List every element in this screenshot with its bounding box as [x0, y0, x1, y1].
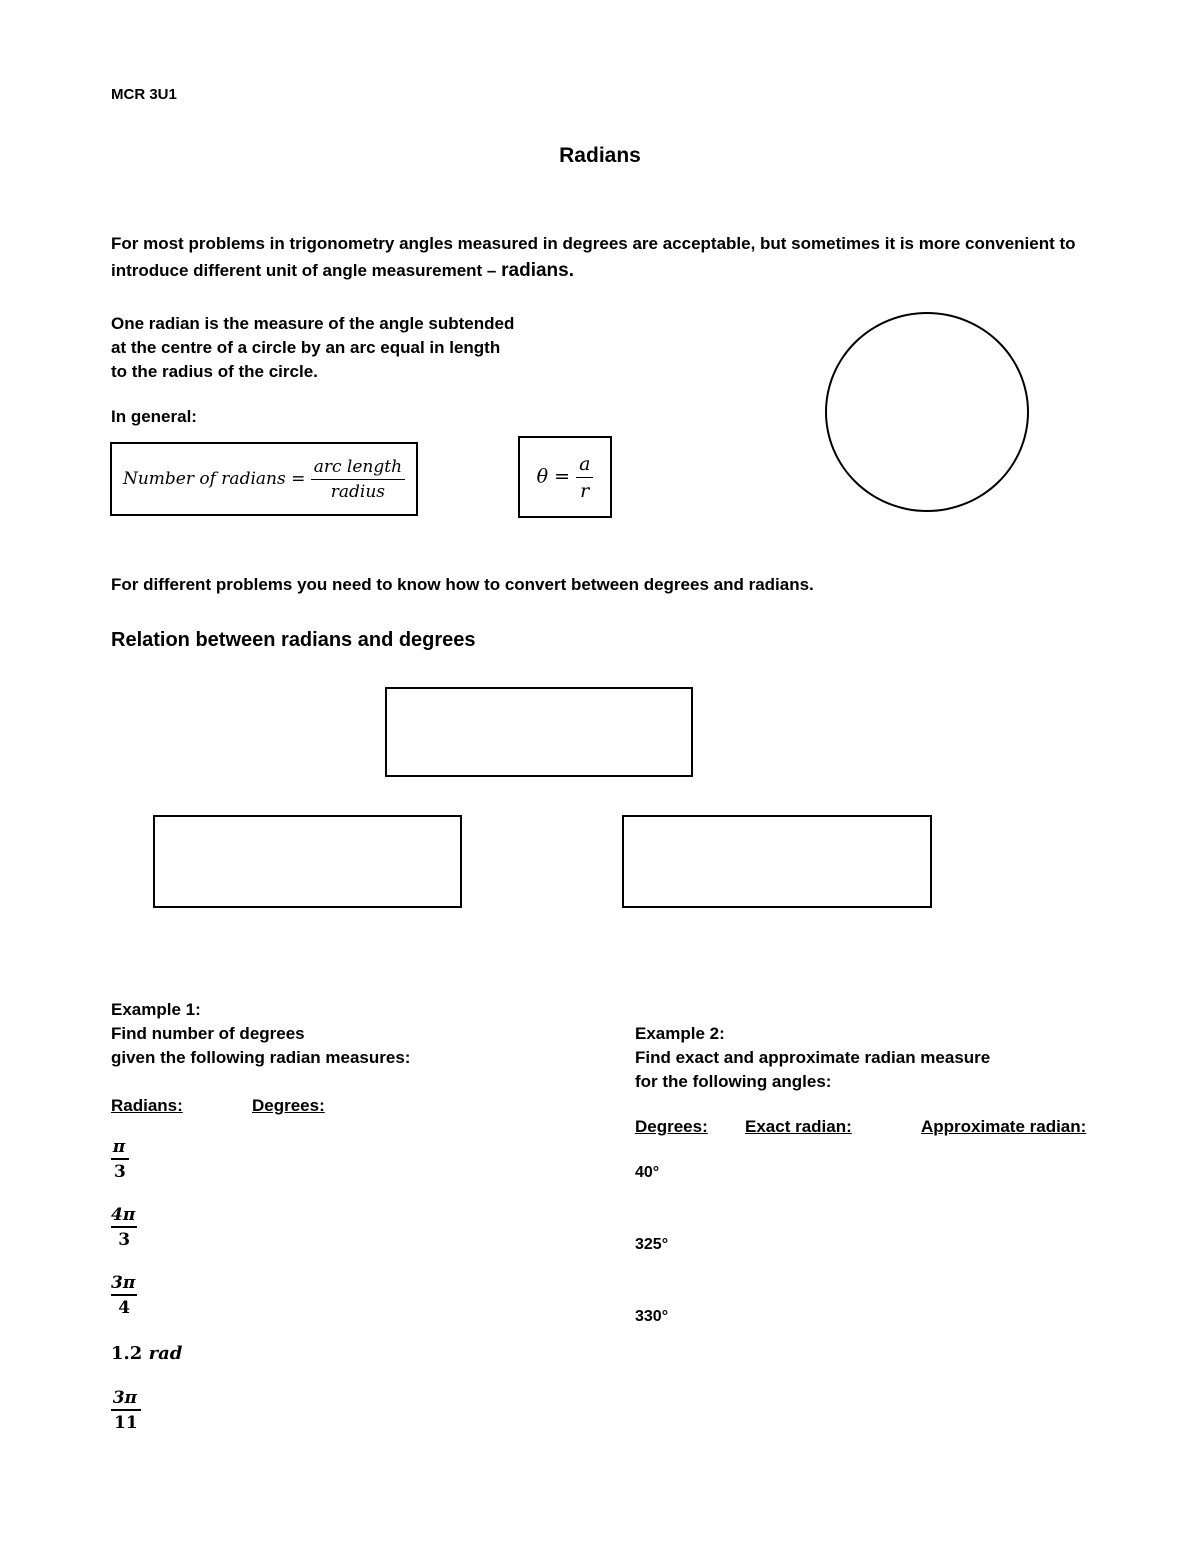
formula-words-numerator: arc length: [311, 457, 405, 480]
angle-item: 330°: [635, 1308, 669, 1325]
example-1-line: Find number of degrees: [111, 1024, 305, 1043]
radian-numerator: 4π: [111, 1205, 136, 1225]
course-code: MCR 3U1: [111, 86, 177, 103]
example-2-col-exact: Exact radian:: [745, 1117, 852, 1136]
radian-numerator: 3π: [111, 1273, 136, 1293]
formula-symbols-denominator: r: [580, 479, 590, 502]
relation-answer-box-top[interactable]: [385, 687, 693, 777]
general-label: In general:: [111, 407, 197, 426]
radian-measure-item: [111, 1205, 137, 1250]
definition-line: to the radius of the circle.: [111, 362, 318, 381]
formula-words-lhs: Number of radians =: [122, 468, 306, 489]
page-title: Radians: [559, 144, 641, 167]
convert-text: For different problems you need to know how to convert between degrees and radians.: [111, 575, 814, 594]
definition-line: at the centre of a circle by an arc equal in length: [111, 338, 501, 357]
radian-measure-item: [111, 1343, 182, 1364]
radian-measure-item: [111, 1273, 137, 1318]
formula-symbols-lhs: θ =: [536, 465, 571, 487]
example-2-title: Example 2:: [635, 1024, 725, 1043]
radian-unit: rad: [148, 1343, 183, 1364]
angle-item: 325°: [635, 1236, 669, 1253]
relation-answer-box-right[interactable]: [622, 815, 932, 908]
example-2-line: Find exact and approximate radian measure: [635, 1048, 991, 1067]
formula-words-denominator: radius: [330, 481, 386, 502]
intro-paragraph: [111, 230, 1111, 284]
radian-denominator: 4: [118, 1298, 131, 1318]
formula-box-words: [110, 442, 418, 516]
example-1-title: Example 1:: [111, 1000, 201, 1019]
circle-diagram: [825, 312, 1029, 512]
radian-value: 1.2: [111, 1343, 143, 1364]
relation-answer-box-left[interactable]: [153, 815, 462, 908]
example-2-col-degrees: Degrees:: [635, 1117, 708, 1136]
radian-denominator: 3: [118, 1230, 131, 1250]
radian-definition: [111, 312, 551, 384]
intro-text: For most problems in trigonometry angles measured in degrees are acceptable, but sometimes it is more convenient to introduce different unit of angle measurement –: [111, 234, 1076, 280]
angle-item: 40°: [635, 1164, 660, 1181]
formula-symbols-numerator: a: [576, 453, 593, 478]
intro-emphasis: radians.: [501, 260, 574, 281]
radian-denominator: 11: [114, 1413, 138, 1433]
example-2-col-approx: Approximate radian:: [921, 1117, 1087, 1136]
formula-words: [123, 457, 405, 502]
definition-line: One radian is the measure of the angle subtended: [111, 314, 515, 333]
formula-box-symbols: [518, 436, 612, 518]
radian-denominator: 3: [114, 1162, 126, 1182]
example-1-col-degrees: Degrees:: [252, 1096, 325, 1115]
example-1-line: given the following radian measures:: [111, 1048, 411, 1067]
formula-words-fraction: [311, 457, 405, 502]
radian-measure-item: [111, 1388, 141, 1433]
example-2: [635, 1022, 990, 1094]
example-1-col-radians: Radians:: [111, 1096, 183, 1115]
formula-symbols-fraction: [576, 453, 593, 502]
radian-numerator: 3π: [112, 1388, 137, 1408]
relation-heading: Relation between radians and degrees: [111, 629, 476, 651]
example-2-line: for the following angles:: [635, 1072, 832, 1091]
radian-numerator: π: [112, 1137, 126, 1157]
example-1: [111, 998, 410, 1070]
radian-measure-item: [111, 1137, 129, 1182]
formula-symbols: [537, 453, 594, 502]
